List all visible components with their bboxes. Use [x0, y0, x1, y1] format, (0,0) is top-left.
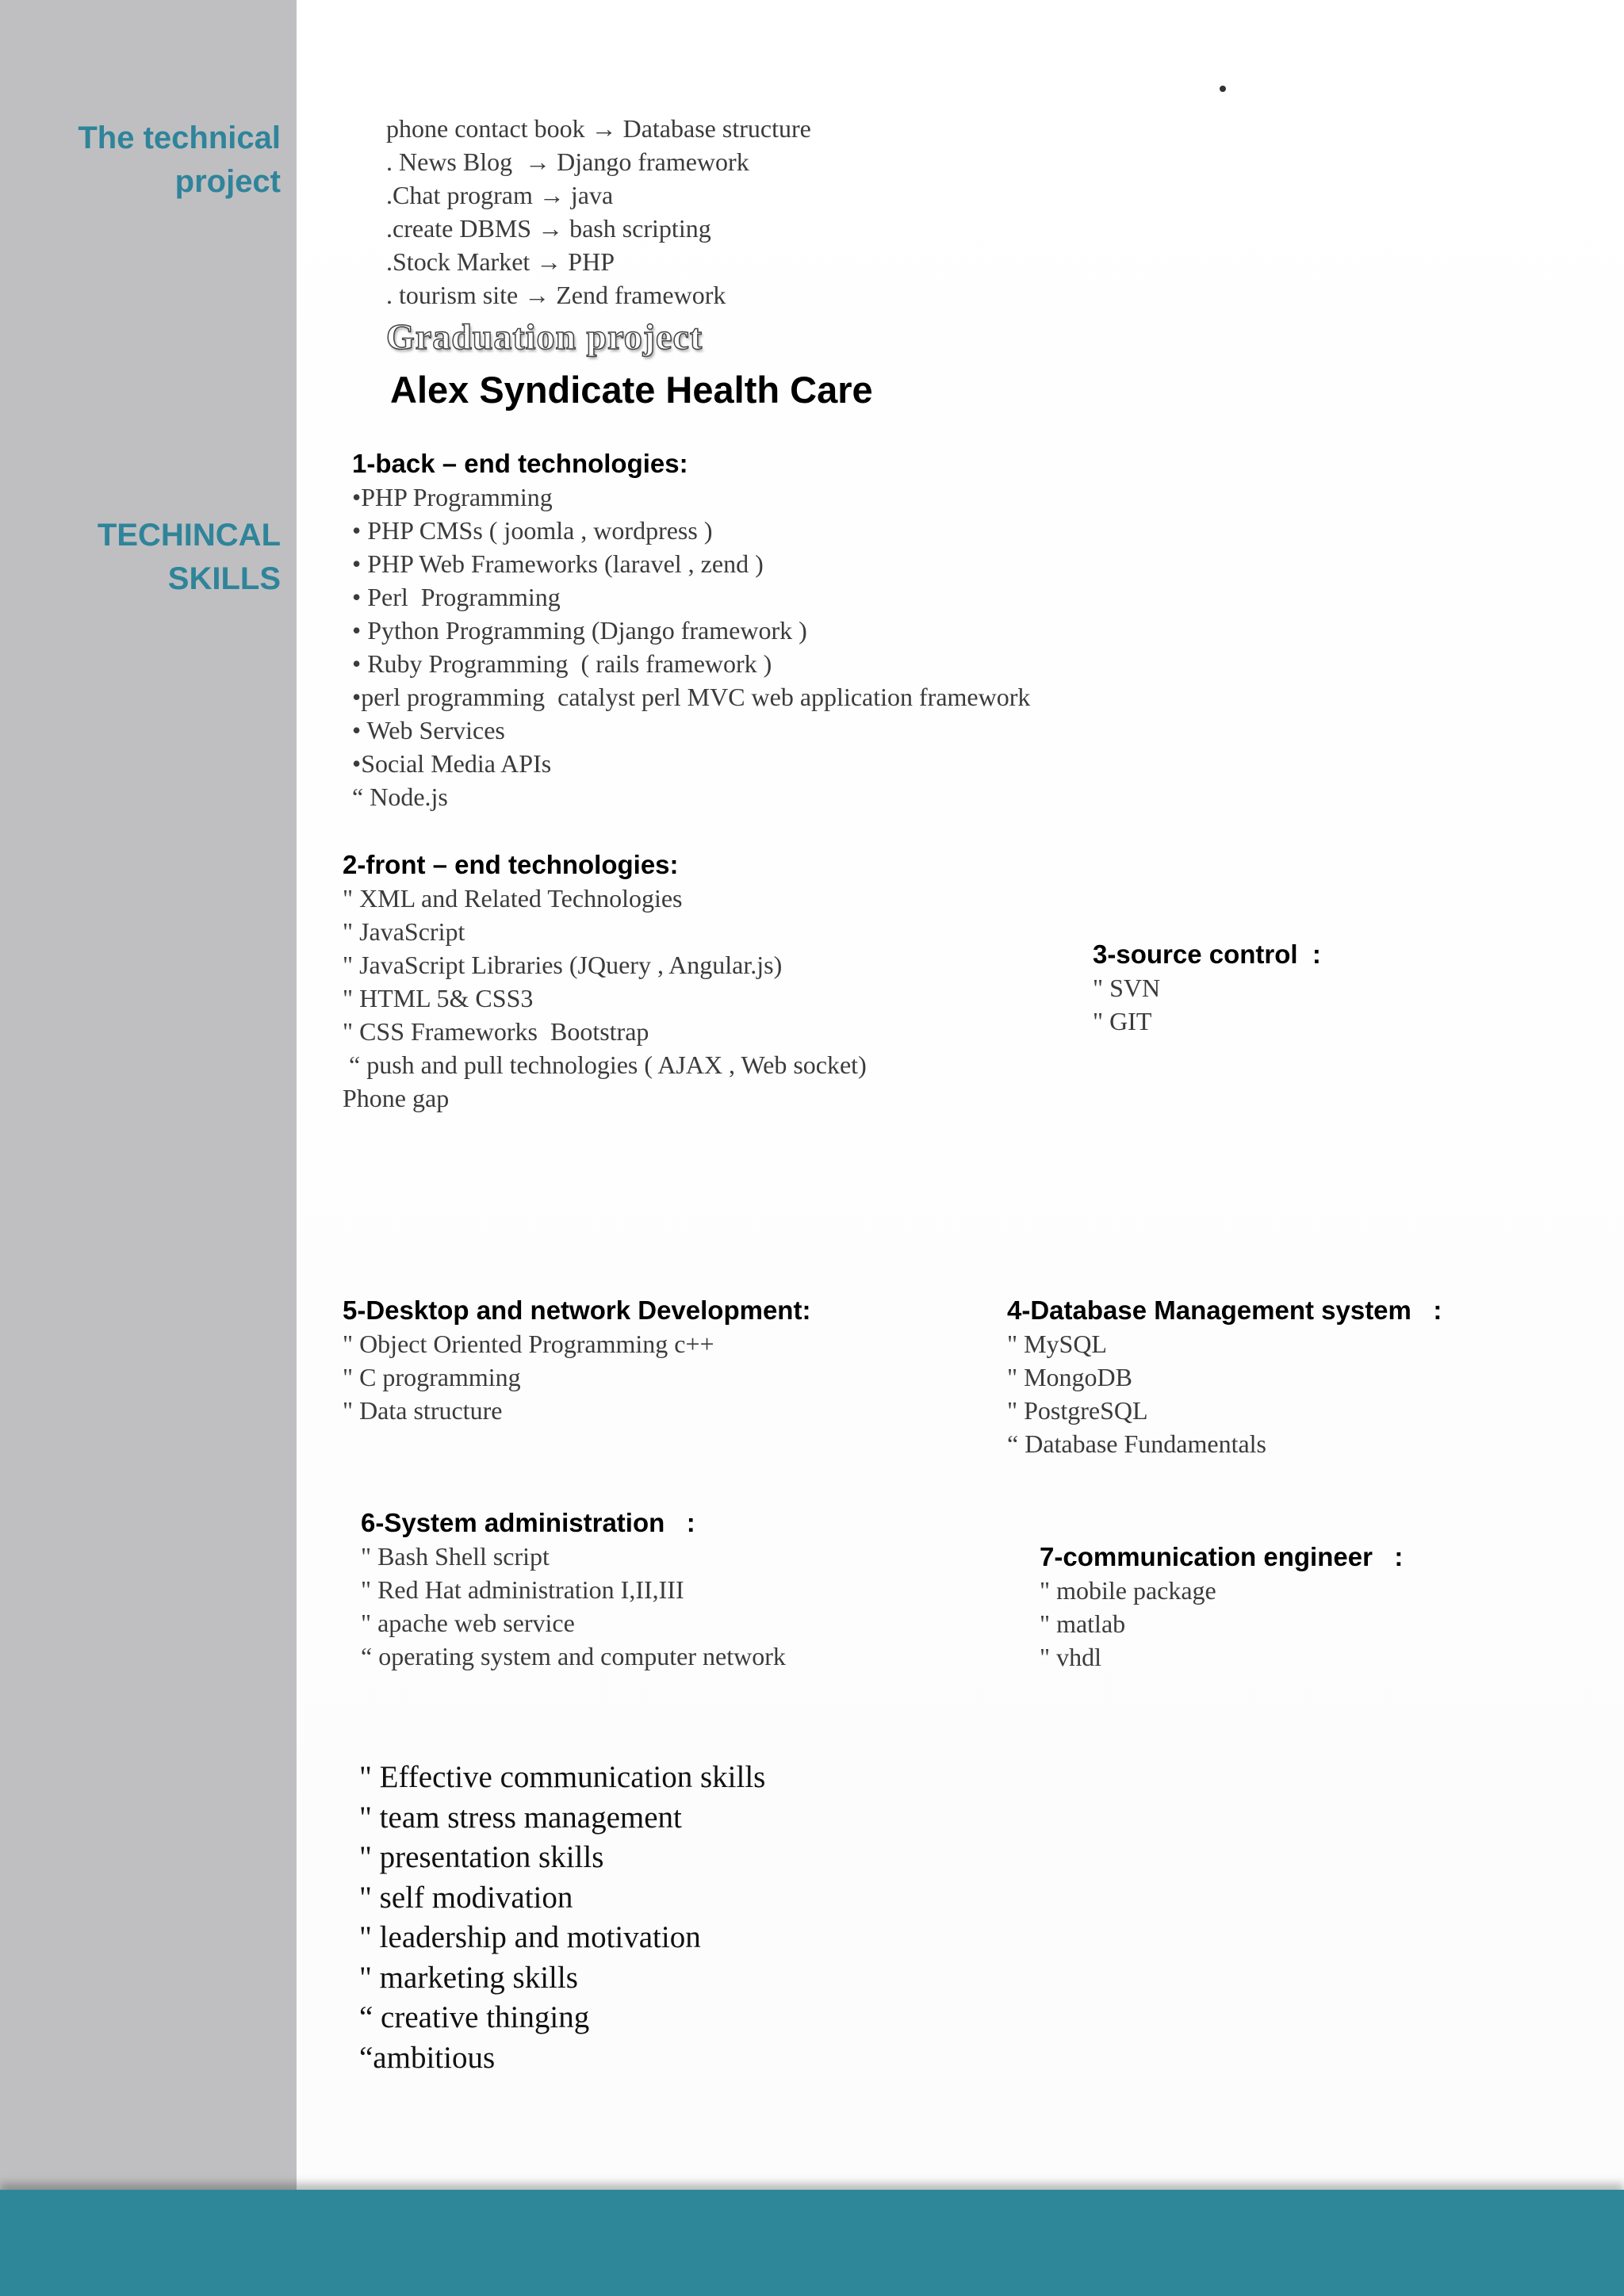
project-heading-line-1: The technical — [78, 121, 281, 155]
project-section-heading — [78, 117, 281, 204]
sidebar-panel — [0, 0, 297, 2190]
soft-skill-item: " self modivation — [359, 1880, 573, 1915]
project-item: . News Blog → Django framework — [386, 147, 749, 176]
skills-section-heading — [98, 514, 281, 601]
list-item: " PostgreSQL — [1007, 1396, 1148, 1425]
backend-title: 1-back – end technologies: — [352, 449, 688, 478]
list-item: " HTML 5& CSS3 — [343, 984, 534, 1012]
list-item: " Red Hat administration I,II,III — [361, 1575, 684, 1604]
list-item: " vhdl — [1040, 1643, 1101, 1671]
list-item: " matlab — [1040, 1609, 1126, 1638]
list-item: • Ruby Programming ( rails framework ) — [352, 649, 772, 678]
desktop-title: 5-Desktop and network Development: — [343, 1295, 811, 1325]
list-item: “ Database Fundamentals — [1007, 1429, 1266, 1458]
project-item: phone contact book → Database structure — [386, 114, 811, 143]
list-item: • Web Services — [352, 716, 505, 744]
backend-section — [352, 447, 1030, 842]
soft-skill-item: " Effective communication skills — [359, 1760, 766, 1794]
list-item: • Perl Programming — [352, 583, 561, 611]
list-item: • PHP Web Frameworks (laravel , zend ) — [352, 549, 764, 578]
list-item: “ operating system and computer network — [361, 1642, 786, 1670]
list-item: " Object Oriented Programming c++ — [343, 1330, 714, 1358]
soft-skill-item: " leadership and motivation — [359, 1920, 701, 1954]
source-control-title: 3-source control : — [1093, 939, 1321, 969]
list-item: " CSS Frameworks Bootstrap — [343, 1017, 649, 1046]
list-item: " XML and Related Technologies — [343, 884, 683, 913]
soft-skill-item: “ambitious — [359, 2040, 496, 2075]
list-item: •Social Media APIs — [352, 749, 552, 778]
soft-skills-list — [359, 1758, 765, 2078]
project-item: . tourism site → Zend framework — [386, 281, 726, 309]
soft-skill-item: " marketing skills — [359, 1960, 578, 1995]
list-item: " SVN — [1093, 974, 1161, 1002]
project-heading-line-2: project — [174, 164, 281, 199]
backend-list — [352, 480, 1030, 842]
source-control-section — [1093, 938, 1321, 1038]
stray-dot — [1220, 86, 1226, 92]
communication-section — [1040, 1540, 1403, 1674]
list-item: •PHP Programming — [352, 483, 553, 511]
soft-skill-item: " presentation skills — [359, 1840, 604, 1874]
list-item: " Bash Shell script — [361, 1542, 550, 1571]
list-item: " JavaScript Libraries (JQuery , Angular.js) — [343, 951, 783, 979]
list-item: " Data structure — [343, 1396, 503, 1425]
list-item: " mobile package — [1040, 1576, 1216, 1605]
list-item: “ push and pull technologies ( AJAX , Web socket) — [343, 1050, 867, 1079]
project-list — [386, 112, 811, 312]
list-item: " MongoDB — [1007, 1363, 1132, 1391]
database-section — [1007, 1294, 1442, 1460]
soft-skill-item: " team stress management — [359, 1800, 682, 1835]
list-item: " MySQL — [1007, 1330, 1107, 1358]
list-item: “ Node.js — [352, 783, 448, 811]
list-item: " GIT — [1093, 1007, 1152, 1035]
soft-skill-item: “ creative thinging — [359, 2000, 590, 2034]
footer-bar — [0, 2190, 1624, 2296]
graduation-project-name: Alex Syndicate Health Care — [390, 369, 873, 411]
list-item: " C programming — [343, 1363, 521, 1391]
list-item: Phone gap — [343, 1084, 450, 1112]
project-item: .Stock Market → PHP — [386, 247, 615, 276]
list-item: • PHP CMSs ( joomla , wordpress ) — [352, 516, 713, 545]
skills-heading-line-2: SKILLS — [167, 561, 281, 596]
list-item: " JavaScript — [343, 917, 465, 946]
skills-heading-line-1: TECHINCAL — [97, 518, 281, 553]
communication-title: 7-communication engineer : — [1040, 1542, 1404, 1571]
graduation-project-label: Graduation project — [386, 316, 703, 357]
list-item: • Python Programming (Django framework ) — [352, 616, 807, 645]
frontend-title: 2-front – end technologies: — [343, 850, 679, 879]
sysadmin-title: 6-System administration : — [361, 1508, 695, 1537]
list-item: " apache web service — [361, 1609, 575, 1637]
project-item: .create DBMS → bash scripting — [386, 214, 711, 243]
project-item: .Chat program → java — [386, 181, 614, 209]
database-title: 4-Database Management system : — [1007, 1295, 1442, 1325]
list-item: •perl programming catalyst perl MVC web application framework — [352, 683, 1031, 711]
frontend-section — [343, 848, 867, 1115]
sysadmin-section — [361, 1506, 786, 1673]
desktop-section — [343, 1294, 810, 1427]
